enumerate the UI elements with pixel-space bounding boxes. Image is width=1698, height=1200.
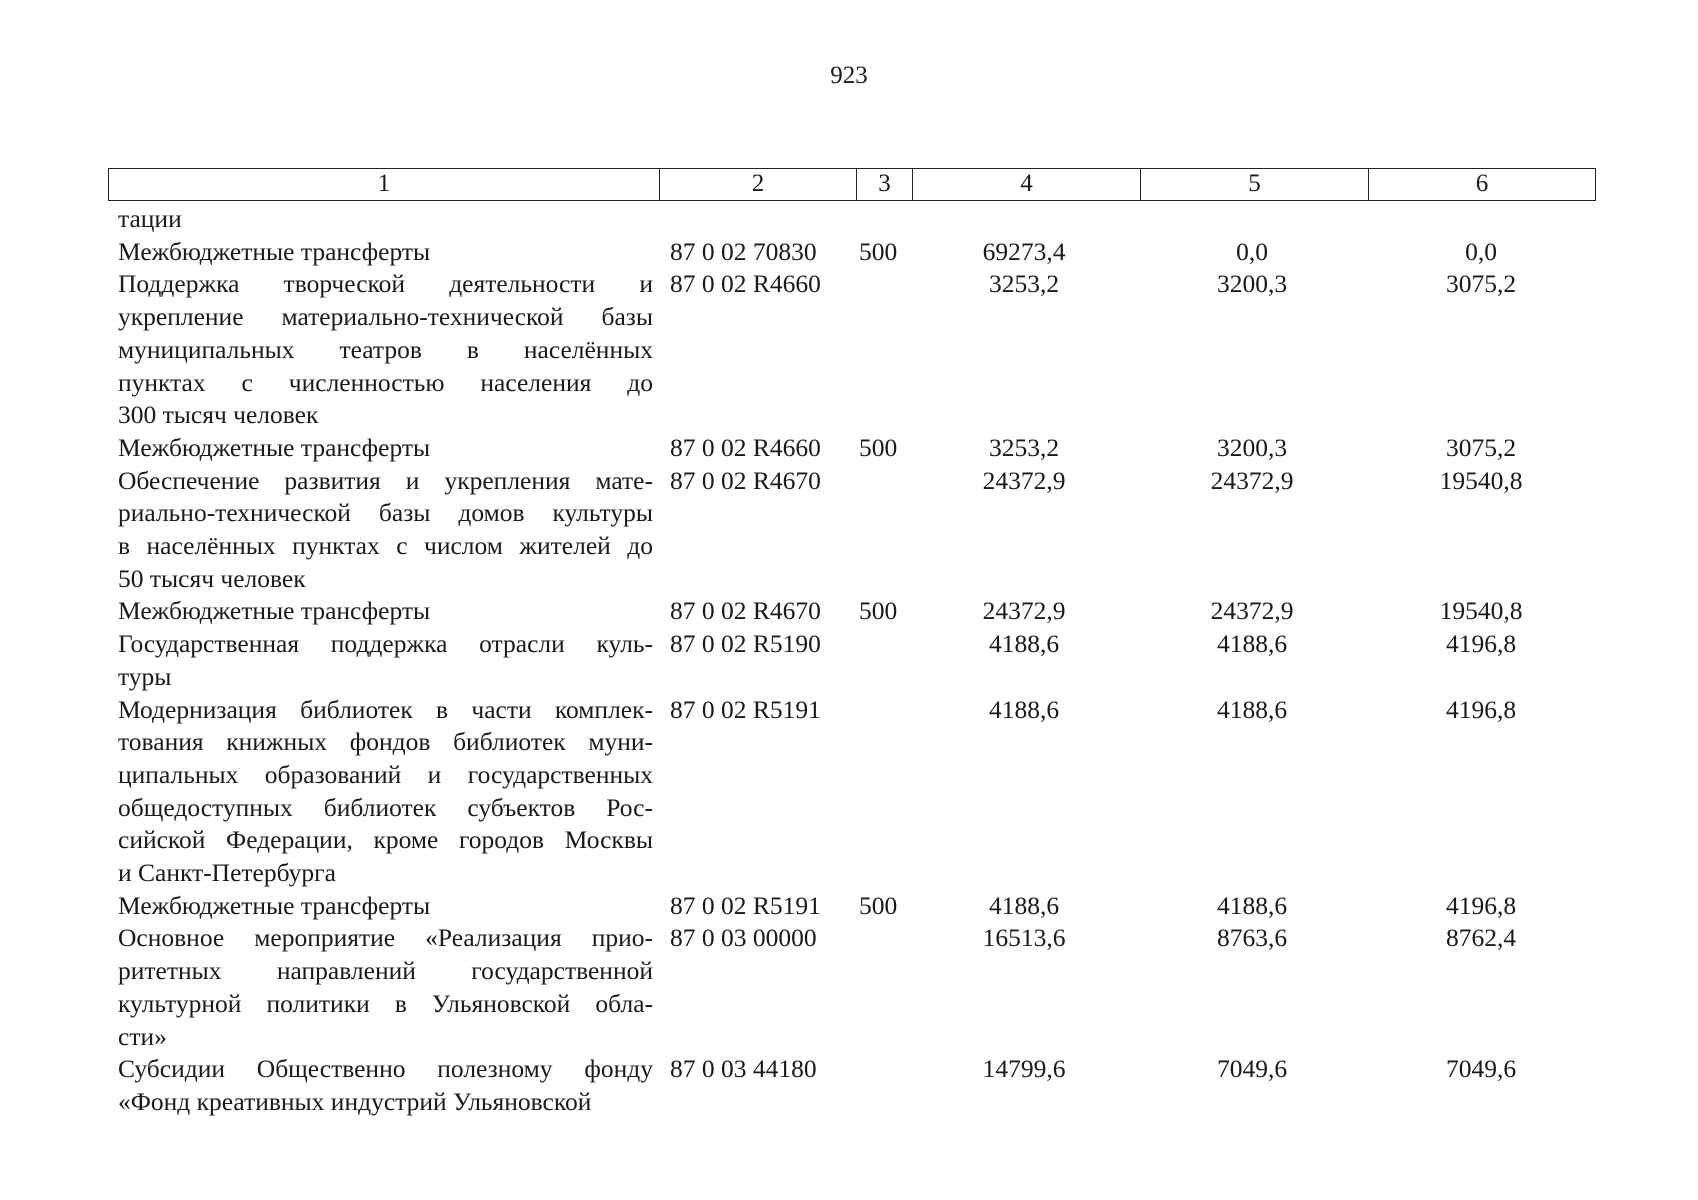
row-name-line: и Санкт-Петербурга (118, 858, 336, 888)
row-name-line: сийской Федерации, кроме городов Москвы (118, 825, 653, 855)
row-name-line: в населённых пунктах с числом жителей до (118, 531, 653, 561)
row-type (848, 628, 910, 693)
row-name-line: пунктах с численностью населения до (118, 367, 653, 397)
row-name-line: общедоступных библиотек субъектов Рос- (118, 792, 653, 822)
row-value-col6: 8762,4 (1445, 923, 1517, 953)
row-name-line: ритетных направлений государственной (118, 956, 653, 986)
table-row (108, 432, 1596, 465)
row-name-line: Межбюджетные трансферты (118, 432, 431, 462)
row-type (848, 1053, 910, 1118)
row-name-line: Обеспечение развития и укрепления мате- (118, 465, 653, 495)
table-row (108, 595, 1596, 628)
row-name (108, 694, 653, 890)
row-value-col5: 8763,6 (1216, 923, 1288, 953)
row-code: 87 0 02 R4660 (670, 269, 821, 299)
row-name-line: 50 тысяч человек (118, 563, 306, 593)
row-code: 87 0 02 R5190 (670, 629, 821, 659)
row-type: 500 (859, 596, 898, 626)
table-row (108, 236, 1596, 269)
row-name-line: культурной политики в Ульяновской обла- (118, 988, 653, 1018)
row-name-line: Межбюджетные трансферты (118, 890, 431, 920)
row-value-col6: 19540,8 (1439, 465, 1523, 495)
row-value-col6: 4196,8 (1445, 629, 1517, 659)
row-name (108, 1053, 653, 1118)
row-type (848, 922, 910, 1053)
row-code: 87 0 03 00000 (670, 923, 817, 953)
row-value-col4: 4188,6 (988, 629, 1060, 659)
row-name (108, 628, 653, 693)
row-code: 87 0 02 R5191 (670, 694, 821, 724)
row-type: 500 (859, 432, 898, 462)
row-name (108, 465, 653, 596)
page-number: 923 (830, 62, 868, 89)
table-row (108, 203, 1596, 236)
row-value-col5: 0,0 (1236, 236, 1268, 266)
row-value-col5: 24372,9 (1210, 465, 1294, 495)
row-value-col6 (1366, 203, 1596, 236)
table-header (108, 168, 1596, 201)
row-name-line: Межбюджетные трансферты (118, 596, 431, 626)
table-row (108, 1053, 1596, 1118)
row-value-col5: 7049,6 (1216, 1054, 1288, 1084)
row-type (848, 203, 910, 236)
row-code: 87 0 02 R5191 (670, 890, 821, 920)
row-value-col6: 19540,8 (1439, 596, 1523, 626)
row-type: 500 (859, 236, 898, 266)
row-code: 87 0 02 R4660 (670, 432, 821, 462)
row-name-line: Модернизация библиотек в части комплек- (118, 694, 653, 724)
row-type (848, 694, 910, 890)
row-name-line: тования книжных фондов библиотек муни- (118, 727, 653, 757)
row-value-col4: 69273,4 (982, 236, 1066, 266)
row-code: 87 0 03 44180 (670, 1054, 817, 1084)
table-row (108, 628, 1596, 693)
row-name-line: Основное мероприятие «Реализация прио- (118, 923, 653, 953)
row-name (108, 595, 653, 628)
row-value-col4: 4188,6 (988, 890, 1060, 920)
row-value-col4: 3253,2 (988, 269, 1060, 299)
table-body (108, 203, 1596, 1119)
table-row (108, 694, 1596, 890)
row-code: 87 0 02 70830 (670, 236, 817, 266)
row-value-col6: 7049,6 (1445, 1054, 1517, 1084)
row-name (108, 203, 653, 236)
row-value-col5: 3200,3 (1216, 432, 1288, 462)
row-name-line: туры (118, 661, 172, 691)
table-row (108, 890, 1596, 923)
row-value-col4: 3253,2 (988, 432, 1060, 462)
table-row (108, 922, 1596, 1053)
row-value-col4: 24372,9 (982, 596, 1066, 626)
row-name-line: Субсидии Общественно полезному фонду (118, 1054, 653, 1084)
row-name-line: Государственная поддержка отрасли куль- (118, 629, 653, 659)
row-type (848, 268, 910, 432)
row-name-line: тации (118, 204, 182, 233)
row-value-col4: 4188,6 (988, 694, 1060, 724)
table-row (108, 465, 1596, 596)
header-col-5: 5 (1141, 169, 1369, 200)
header-col-4: 4 (913, 169, 1141, 200)
row-name-line: риально-технической базы домов культуры (118, 498, 653, 528)
row-name-line: Поддержка творческой деятельности и (118, 269, 653, 299)
row-value-col5: 24372,9 (1210, 596, 1294, 626)
row-value-col6: 3075,2 (1445, 269, 1517, 299)
row-value-col5 (1138, 203, 1366, 236)
table-row (108, 268, 1596, 432)
row-name-line: сти» (118, 1021, 167, 1051)
row-code (653, 203, 848, 236)
row-name (108, 268, 653, 432)
row-name (108, 922, 653, 1053)
row-value-col4: 24372,9 (982, 465, 1066, 495)
row-value-col4: 14799,6 (982, 1054, 1066, 1084)
row-value-col4: 16513,6 (982, 923, 1066, 953)
row-value-col5: 3200,3 (1216, 269, 1288, 299)
row-value-col6: 3075,2 (1445, 432, 1517, 462)
row-type: 500 (859, 890, 898, 920)
row-name-line: ципальных образований и государственных (118, 759, 653, 789)
row-value-col6: 4196,8 (1445, 694, 1517, 724)
row-name-line: «Фонд креативных индустрий Ульяновской (118, 1086, 592, 1116)
row-code: 87 0 02 R4670 (670, 596, 821, 626)
row-value-col5: 4188,6 (1216, 694, 1288, 724)
row-name (108, 890, 653, 923)
header-col-3: 3 (857, 169, 913, 200)
row-value-col4 (910, 203, 1138, 236)
row-name-line: муниципальных театров в населённых (118, 334, 653, 364)
header-col-6: 6 (1475, 170, 1489, 197)
row-value-col5: 4188,6 (1216, 890, 1288, 920)
row-code: 87 0 02 R4670 (670, 465, 821, 495)
row-value-col5: 4188,6 (1216, 629, 1288, 659)
header-col-1: 1 (109, 169, 660, 200)
row-value-col6: 4196,8 (1445, 890, 1517, 920)
row-name (108, 236, 653, 269)
row-value-col6: 0,0 (1465, 236, 1497, 266)
row-name-line: 300 тысяч человек (118, 400, 319, 430)
row-name-line: укрепление материально-технической базы (118, 302, 653, 332)
header-col-2: 2 (660, 169, 857, 200)
row-name-line: Межбюджетные трансферты (118, 236, 431, 266)
row-type (848, 465, 910, 596)
row-name (108, 432, 653, 465)
